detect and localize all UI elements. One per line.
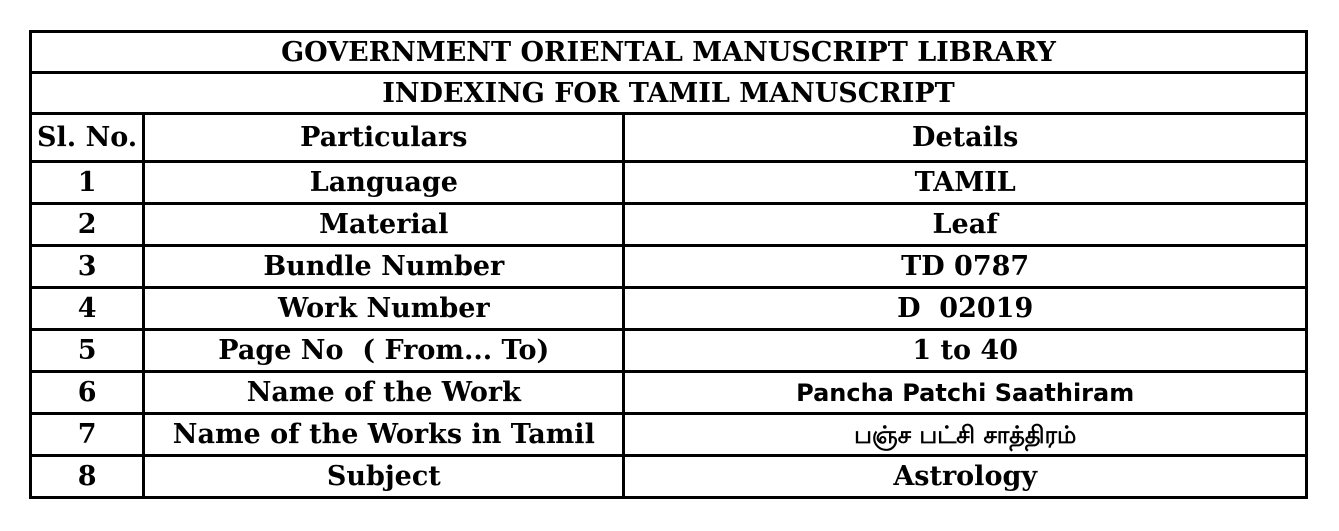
document-title: GOVERNMENT ORIENTAL MANUSCRIPT LIBRARY [31,32,1307,73]
particular-cell: Language [144,162,624,204]
table-row [31,162,1307,204]
document-subtitle: INDEXING FOR TAMIL MANUSCRIPT [31,73,1307,114]
particular-cell: Name of the Work [144,372,624,414]
sl-no-cell: 3 [31,246,144,288]
sl-no-cell: 4 [31,288,144,330]
detail-cell: Pancha Patchi Saathiram [624,372,1307,414]
table-row [31,288,1307,330]
column-header-sl-no: Sl. No. [31,114,144,162]
sl-no-cell: 1 [31,162,144,204]
detail-cell: Leaf [624,204,1307,246]
title-row [31,32,1307,73]
particular-cell: Page No ( From... To) [144,330,624,372]
particular-cell: Name of the Works in Tamil [144,414,624,456]
particular-cell: Bundle Number [144,246,624,288]
detail-cell-tamil: பஞ்ச பட்சி சாத்திரம் [624,414,1307,456]
header-row [31,114,1307,162]
particular-cell: Work Number [144,288,624,330]
sl-no-cell: 7 [31,414,144,456]
table-row [31,330,1307,372]
table-row [31,372,1307,414]
table-row [31,414,1307,456]
sl-no-cell: 8 [31,456,144,498]
subtitle-row [31,73,1307,114]
particular-cell: Material [144,204,624,246]
detail-cell: TD 0787 [624,246,1307,288]
sl-no-cell: 6 [31,372,144,414]
detail-cell: TAMIL [624,162,1307,204]
sl-no-cell: 5 [31,330,144,372]
table-row [31,204,1307,246]
column-header-details: Details [624,114,1307,162]
table-row [31,246,1307,288]
table-row [31,456,1307,498]
sl-no-cell: 2 [31,204,144,246]
column-header-particulars: Particulars [144,114,624,162]
detail-cell: 1 to 40 [624,330,1307,372]
particular-cell: Subject [144,456,624,498]
manuscript-index-table [29,30,1308,499]
detail-cell: Astrology [624,456,1307,498]
detail-cell: D 02019 [624,288,1307,330]
